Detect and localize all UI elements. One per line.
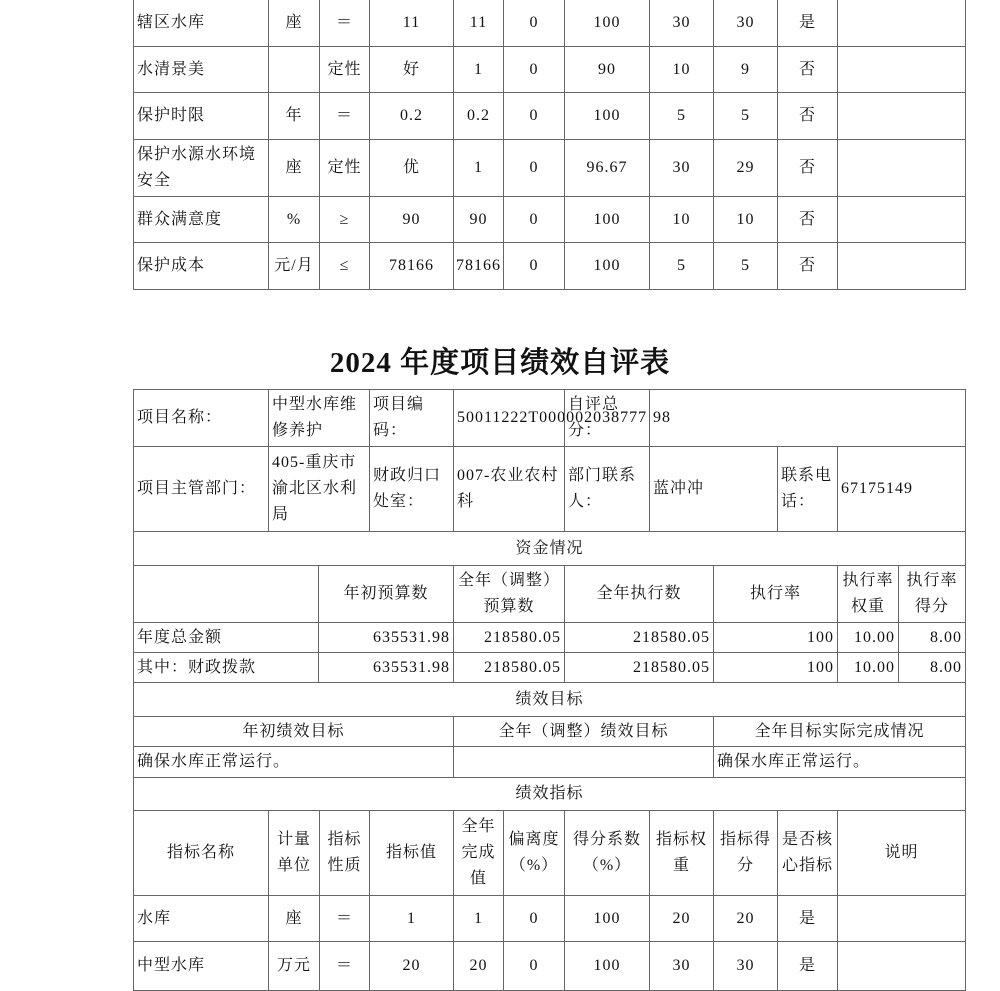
cell-text: 20 <box>672 909 691 927</box>
goals-section-title <box>133 682 966 717</box>
indicator-cell <box>649 92 714 140</box>
indicator-cell <box>133 242 269 290</box>
cell-text: 1 <box>407 909 416 927</box>
cell-text: 100 <box>807 658 834 676</box>
cell-text: ＝ <box>335 14 353 31</box>
cell-text: 30 <box>672 14 691 31</box>
cell-text: 10 <box>672 210 691 228</box>
cell-text: 98 <box>653 409 671 426</box>
info-project-code-label <box>369 389 454 447</box>
cell-text: 群众满意度 <box>137 210 223 228</box>
goals-header <box>133 716 454 747</box>
indicator-cell <box>564 139 650 197</box>
indicator-cell <box>268 139 320 197</box>
cell-text: 9 <box>741 60 750 78</box>
cell-text: 20 <box>736 909 755 927</box>
indicator-cell <box>713 46 778 93</box>
cell-text: 座 <box>285 14 303 31</box>
cell-text: 是否核心指标 <box>781 831 833 874</box>
indicator-cell <box>503 0 565 47</box>
indicator-cell <box>837 139 966 197</box>
cell-text: 78166 <box>389 257 434 274</box>
cell-text: 1 <box>474 60 483 78</box>
cell-text: 定性 <box>327 159 362 176</box>
indicator-cell <box>564 941 650 991</box>
indicator-cell <box>369 941 454 991</box>
cell-text: 好 <box>402 60 420 78</box>
cell-text: 否 <box>798 210 816 228</box>
funds-header <box>564 565 714 623</box>
cell-text: 90 <box>402 210 421 228</box>
info-contact-label <box>564 446 650 532</box>
cell-text: 计量单位 <box>276 831 311 874</box>
cell-text: 30 <box>736 14 755 31</box>
funds-cell <box>133 622 319 653</box>
cell-text: ≥ <box>339 210 350 228</box>
cell-text: 10 <box>672 60 691 78</box>
goals-value <box>453 746 714 778</box>
funds-cell <box>564 652 714 683</box>
indicator-cell <box>133 46 269 93</box>
indicator-cell <box>503 941 565 991</box>
cell-text: % <box>286 210 302 228</box>
cell-text: 确保水库正常运行。 <box>137 753 291 770</box>
cell-text: 50011222T000002038777 <box>457 409 648 426</box>
indicators-header <box>649 810 714 896</box>
cell-text: 96.67 <box>586 159 628 176</box>
indicator-cell <box>837 46 966 93</box>
indicator-cell <box>369 242 454 290</box>
funds-cell <box>318 652 454 683</box>
cell-text: 蓝冲冲 <box>653 480 705 497</box>
cell-text: 联系电话： <box>781 467 833 510</box>
cell-text: 11 <box>402 14 421 31</box>
cell-text: 执行率权重 <box>842 572 894 615</box>
indicator-cell <box>268 196 320 243</box>
indicator-cell <box>713 895 778 942</box>
indicator-cell <box>319 0 370 47</box>
cell-text: 否 <box>798 159 816 176</box>
indicators-header <box>133 810 269 896</box>
cell-text: 30 <box>672 159 691 176</box>
cell-text: 100 <box>593 909 621 927</box>
indicator-cell <box>133 895 269 942</box>
funds-section-title <box>133 531 966 566</box>
cell-text: 否 <box>798 257 816 274</box>
cell-text: 年初绩效目标 <box>242 722 345 740</box>
indicator-cell <box>649 46 714 93</box>
cell-text: 0.2 <box>467 107 490 124</box>
indicator-cell <box>369 139 454 197</box>
funds-cell <box>564 622 714 653</box>
cell-text: 90 <box>469 210 488 228</box>
cell-text: 指标得分 <box>719 831 771 874</box>
cell-text: 218580.05 <box>484 628 561 646</box>
indicator-cell <box>319 941 370 991</box>
indicator-cell <box>453 139 504 197</box>
indicator-cell <box>133 0 269 47</box>
cell-text: 1 <box>474 159 483 176</box>
indicator-cell <box>133 941 269 991</box>
info-phone-label <box>777 446 838 532</box>
cell-text: 100 <box>593 14 621 31</box>
indicator-cell <box>453 196 504 243</box>
indicator-cell <box>453 92 504 140</box>
indicator-cell <box>777 46 838 93</box>
indicator-cell <box>268 92 320 140</box>
indicator-cell <box>564 0 650 47</box>
cell-text: 指标名称 <box>166 844 235 861</box>
cell-text: 67175149 <box>841 480 913 497</box>
cell-text: 全年完成值 <box>461 818 496 887</box>
cell-text: 中型水库维修养护 <box>272 396 358 439</box>
indicator-cell <box>649 895 714 942</box>
cell-text: 100 <box>807 628 834 646</box>
cell-text: 0 <box>529 257 539 274</box>
indicator-cell <box>777 196 838 243</box>
cell-text: 部门联系人： <box>568 467 637 510</box>
goals-header <box>713 716 966 747</box>
info-dept <box>268 446 370 532</box>
funds-cell <box>898 622 966 653</box>
cell-text: ＝ <box>335 107 353 124</box>
cell-text: 0 <box>529 909 539 927</box>
indicator-cell <box>453 941 504 991</box>
funds-header <box>453 565 565 623</box>
indicator-cell <box>777 0 838 47</box>
indicators-header <box>564 810 650 896</box>
indicator-cell <box>837 196 966 243</box>
cell-text: 是 <box>798 909 816 927</box>
cell-text: 0 <box>529 957 539 974</box>
cell-text: 0 <box>529 159 539 176</box>
evaluation-table-title: 2024 年度项目绩效自评表 <box>329 347 671 379</box>
indicator-cell <box>713 242 778 290</box>
indicator-cell <box>503 895 565 942</box>
funds-cell <box>713 622 838 653</box>
indicator-cell <box>649 242 714 290</box>
indicator-cell <box>319 139 370 197</box>
indicator-cell <box>503 139 565 197</box>
cell-text: 100 <box>593 107 621 124</box>
indicator-cell <box>713 196 778 243</box>
funds-header <box>898 565 966 623</box>
cell-text: 100 <box>593 210 621 228</box>
indicator-cell <box>837 941 966 991</box>
cell-text: 其中：财政拨款 <box>137 658 257 676</box>
cell-text: 0 <box>529 14 539 31</box>
indicator-cell <box>777 92 838 140</box>
cell-text: 执行率得分 <box>906 572 958 615</box>
cell-text: 1 <box>474 909 483 927</box>
cell-text: ＝ <box>335 957 353 974</box>
cell-text: 水清景美 <box>137 60 206 78</box>
cell-text: 8.00 <box>930 658 962 676</box>
indicator-cell <box>268 941 320 991</box>
goals-value <box>133 746 454 778</box>
cell-text: 405-重庆市渝北区水利局 <box>272 454 358 523</box>
funds-cell <box>318 622 454 653</box>
indicator-cell <box>453 242 504 290</box>
cell-text: 30 <box>736 957 755 974</box>
indicator-cell <box>369 196 454 243</box>
indicator-cell <box>319 46 370 93</box>
indicator-cell <box>649 941 714 991</box>
cell-text: 年初预算数 <box>343 585 429 602</box>
cell-text: 0.2 <box>400 107 423 124</box>
cell-text: 元/月 <box>274 257 314 274</box>
funds-cell <box>453 652 565 683</box>
info-project-name-label <box>133 389 269 447</box>
cell-text: ≤ <box>339 257 350 274</box>
cell-text: 29 <box>736 159 755 176</box>
indicator-cell <box>713 941 778 991</box>
cell-text: 财政归口处室： <box>373 467 442 510</box>
cell-text: 项目名称： <box>137 409 223 426</box>
cell-text: 218580.05 <box>633 658 710 676</box>
indicator-cell <box>777 139 838 197</box>
funds-header <box>318 565 454 623</box>
indicator-cell <box>268 46 320 93</box>
indicator-cell <box>649 196 714 243</box>
funds-header <box>837 565 899 623</box>
indicators-header <box>369 810 454 896</box>
indicators-section-title <box>133 777 966 811</box>
cell-text: 218580.05 <box>633 628 710 646</box>
cell-text: 中型水库 <box>137 957 206 974</box>
indicator-cell <box>268 242 320 290</box>
cell-text: 5 <box>677 107 686 124</box>
indicators-header <box>268 810 320 896</box>
indicator-cell <box>503 92 565 140</box>
indicator-cell <box>503 242 565 290</box>
cell-text: 得分系数（%） <box>572 831 641 874</box>
indicator-cell <box>649 0 714 47</box>
cell-text: 指标权重 <box>655 831 707 874</box>
indicator-cell <box>453 895 504 942</box>
indicator-cell <box>453 0 504 47</box>
info-project-name <box>268 389 370 447</box>
cell-text: 年度总金额 <box>137 628 223 646</box>
cell-text: 10.00 <box>854 658 895 676</box>
funds-cell <box>713 652 838 683</box>
info-contact <box>649 446 778 532</box>
funds-cell <box>837 622 899 653</box>
cell-text: 10 <box>736 210 755 228</box>
cell-text: 635531.98 <box>373 658 450 676</box>
cell-text: 万元 <box>276 957 311 974</box>
indicator-cell <box>837 242 966 290</box>
cell-text: 007-农业农村科 <box>457 467 559 510</box>
indicators-header <box>319 810 370 896</box>
info-dept-label <box>133 446 269 532</box>
cell-text: 20 <box>469 957 488 974</box>
indicator-cell <box>453 46 504 93</box>
cell-text: 座 <box>285 159 303 176</box>
info-finance-office <box>453 446 565 532</box>
indicator-cell <box>837 895 966 942</box>
goals-value <box>713 746 966 778</box>
indicator-cell <box>133 92 269 140</box>
indicators-header <box>777 810 838 896</box>
funds-cell <box>898 652 966 683</box>
cell-text: 绩效指标 <box>515 785 584 802</box>
cell-text: 218580.05 <box>484 658 561 676</box>
info-finance-office-label <box>369 446 454 532</box>
cell-text: 100 <box>593 257 621 274</box>
indicator-cell <box>837 92 966 140</box>
indicator-cell <box>649 139 714 197</box>
cell-text: 资金情况 <box>515 539 584 557</box>
indicator-cell <box>503 196 565 243</box>
cell-text: 项目编码： <box>373 396 425 439</box>
indicator-cell <box>713 92 778 140</box>
cell-text: 保护水源水环境安全 <box>137 146 257 189</box>
cell-text: 5 <box>741 107 750 124</box>
cell-text: 绩效目标 <box>515 690 584 708</box>
indicator-cell <box>503 46 565 93</box>
cell-text: 指标性质 <box>327 831 362 874</box>
cell-text: 全年执行数 <box>596 585 682 602</box>
cell-text: 11 <box>469 14 488 31</box>
cell-text: 项目主管部门： <box>137 480 257 497</box>
cell-text: 座 <box>285 909 303 927</box>
cell-text: 是 <box>798 14 816 31</box>
goals-header <box>453 716 714 747</box>
indicator-cell <box>564 92 650 140</box>
cell-text: 年 <box>285 107 303 124</box>
funds-cell <box>837 652 899 683</box>
cell-text: 保护时限 <box>137 107 206 124</box>
indicators-header <box>837 810 966 896</box>
cell-text: 是 <box>798 957 816 974</box>
indicator-cell <box>369 92 454 140</box>
indicator-cell <box>564 46 650 93</box>
info-total-score <box>649 389 966 447</box>
cell-text: 0 <box>529 107 539 124</box>
cell-text: 635531.98 <box>373 628 450 646</box>
indicator-cell <box>564 895 650 942</box>
cell-text: 全年（调整）绩效目标 <box>498 722 669 740</box>
cell-text: 偏离度（%） <box>508 831 560 874</box>
cell-text: 优 <box>402 159 420 176</box>
cell-text: 0 <box>529 210 539 228</box>
indicator-cell <box>564 242 650 290</box>
indicator-cell <box>268 895 320 942</box>
funds-cell <box>453 622 565 653</box>
cell-text: 78166 <box>456 257 501 274</box>
info-total-score-label <box>564 389 650 447</box>
indicator-cell <box>777 895 838 942</box>
info-phone <box>837 446 966 532</box>
funds-cell <box>133 652 319 683</box>
cell-text: 0 <box>529 60 539 78</box>
cell-text: 指标值 <box>385 844 437 861</box>
cell-text: 5 <box>677 257 686 274</box>
cell-text: 20 <box>402 957 421 974</box>
indicator-cell <box>369 46 454 93</box>
funds-header <box>713 565 838 623</box>
cell-text: 保护成本 <box>137 257 206 274</box>
funds-header <box>133 565 319 623</box>
indicator-cell <box>777 941 838 991</box>
cell-text: 否 <box>798 107 816 124</box>
cell-text: 否 <box>798 60 816 78</box>
indicator-cell <box>777 242 838 290</box>
indicator-cell <box>319 895 370 942</box>
cell-text: 8.00 <box>930 628 962 646</box>
cell-text: 确保水库正常运行。 <box>717 753 871 770</box>
cell-text: 100 <box>593 957 621 974</box>
indicator-cell <box>369 895 454 942</box>
indicator-cell <box>319 196 370 243</box>
cell-text: 执行率 <box>749 585 801 602</box>
indicator-cell <box>268 0 320 47</box>
cell-text: 说明 <box>884 844 919 861</box>
indicator-cell <box>837 0 966 47</box>
indicators-header <box>453 810 504 896</box>
cell-text: 全年（调整）预算数 <box>457 572 560 615</box>
indicator-cell <box>133 196 269 243</box>
cell-text: 定性 <box>327 60 362 78</box>
indicator-cell <box>319 92 370 140</box>
cell-text: 30 <box>672 957 691 974</box>
cell-text: 水库 <box>137 909 172 927</box>
indicators-header <box>503 810 565 896</box>
cell-text: 90 <box>598 60 616 78</box>
cell-text: ＝ <box>335 909 353 927</box>
cell-text: 10.00 <box>854 628 895 646</box>
indicator-cell <box>369 0 454 47</box>
indicator-cell <box>713 0 778 47</box>
indicator-cell <box>564 196 650 243</box>
cell-text: 5 <box>741 257 750 274</box>
cell-text: 自评总分： <box>568 396 620 439</box>
indicators-header <box>713 810 778 896</box>
indicator-cell <box>319 242 370 290</box>
indicator-cell <box>713 139 778 197</box>
indicator-cell <box>133 139 269 197</box>
cell-text: 全年目标实际完成情况 <box>754 722 925 740</box>
cell-text: 辖区水库 <box>137 14 206 31</box>
